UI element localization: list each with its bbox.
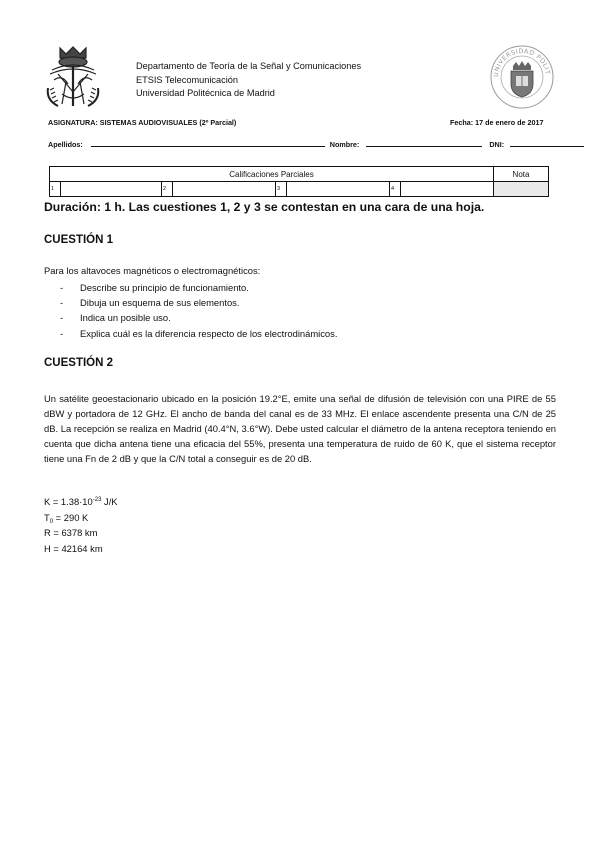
grade-number: 3 (276, 182, 287, 197)
student-fields (48, 139, 584, 149)
constant-k: $K = 1.38\cdot 10^{-23}$ J/K (44, 496, 118, 507)
constant-t0: $T_0 = 290$ K (44, 511, 89, 525)
constant-r: R = 6378 km (44, 527, 98, 538)
question-2-title: CUESTIÓN 2 (44, 357, 114, 369)
dni-label: DNI: (489, 140, 505, 149)
question-1-intro: Para los altavoces magnéticos o electromagnéticos: (44, 265, 261, 276)
surname-field[interactable] (91, 139, 325, 147)
dept-line-1: Departamento de Teoría de la Señal y Comunicaciones (136, 61, 362, 71)
university-crest-logo (44, 44, 102, 115)
nota-header: Nota (494, 167, 549, 182)
grade-cell-3[interactable] (287, 182, 390, 197)
dni-field[interactable] (510, 139, 584, 147)
grade-number: 1 (50, 182, 61, 197)
subject-line: ASIGNATURA: SISTEMAS AUDIOVISUALES (2º Parcial) (48, 118, 237, 127)
dept-line-3: Universidad Politécnica de Madrid (136, 88, 275, 98)
department-header (136, 60, 361, 101)
grade-cell-4[interactable] (401, 182, 494, 197)
exam-date: Fecha: 17 de enero de 2017 (450, 118, 544, 127)
dept-line-2: ETSIS Telecomunicación (136, 74, 238, 85)
seal-lettering: UNIVERSIDAD POLIT (492, 47, 551, 78)
grades-table (49, 166, 549, 197)
grade-cell-2[interactable] (173, 182, 276, 197)
list-item: - Indica un posible uso. (60, 310, 337, 325)
grade-number: 2 (162, 182, 173, 197)
university-seal-logo (489, 44, 555, 115)
name-field[interactable] (366, 139, 482, 147)
list-item: - Explica cuál es la diferencia respecto de los electrodinámicos. (60, 326, 337, 341)
grades-header: Calificaciones Parciales (50, 167, 494, 182)
list-item: - Describe su principio de funcionamiento. (60, 280, 337, 295)
constants-list (44, 494, 118, 556)
nota-cell[interactable] (494, 182, 549, 197)
grade-number: 4 (390, 182, 401, 197)
surname-label: Apellidos: (48, 140, 83, 149)
name-label: Nombre: (329, 140, 360, 149)
question-1-list (60, 280, 337, 341)
list-item: - Dibuja un esquema de sus elementos. (60, 295, 337, 310)
grade-cell-1[interactable] (61, 182, 162, 197)
duration-note: Duración: 1 h. Las cuestiones 1, 2 y 3 se contestan en una cara de una hoja. (44, 200, 485, 214)
question-2-body: Un satélite geoestacionario ubicado en la posición 19.2°E, emite una señal de difusión de televisión con una PIRE de 55 dBW y portadora de 12 GHz. El ancho de banda del canal es de 33 MHz. El enlace ascendente presenta una C/N de 25 dB. La recepción se realiza en Madrid (40.4°N, 3.6°W). Debe usted calcular el diámetro de la antena receptora teniendo en cuenta que dicha antena tiene una eficacia del 55%, presenta una temperatura de ruido de 60 K, que el sistema receptor tiene una Fn de 2 dB y que la C/N total a conseguir es de 20 dB. (44, 393, 556, 464)
question-1-title: CUESTIÓN 1 (44, 234, 114, 246)
constant-h: H = 42164 km (44, 542, 103, 554)
